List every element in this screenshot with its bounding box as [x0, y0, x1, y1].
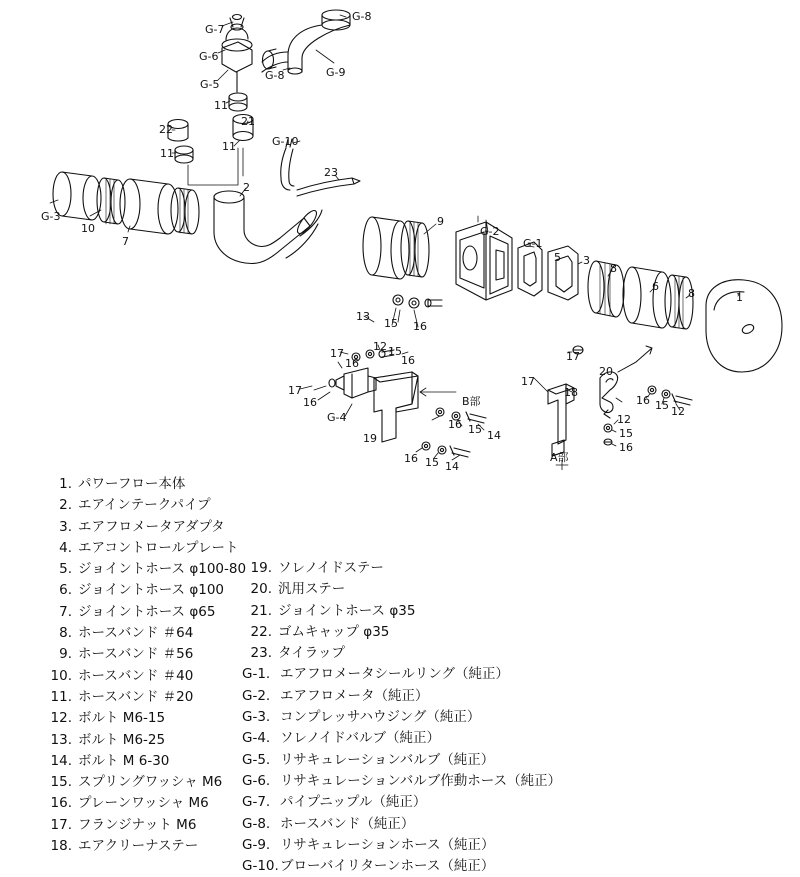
callout-11: 11	[222, 140, 236, 153]
legend-item	[42, 644, 246, 665]
legend-item	[42, 623, 246, 644]
legend-item	[42, 730, 246, 751]
callout-1: 1	[736, 291, 743, 304]
legend-item	[42, 495, 246, 516]
legend-item-number: G-9.	[242, 836, 271, 853]
legend-item	[242, 579, 561, 600]
legend-item-label: ホースバンド ＃40	[78, 667, 194, 684]
legend-item-number: G-1.	[242, 666, 271, 683]
legend-item-label: リサキュレーションバルブ（純正）	[280, 751, 495, 768]
callout-16: 16	[303, 396, 317, 409]
legend-item-number: 14.	[50, 752, 72, 769]
legend-item	[42, 559, 246, 580]
legend-item-number: 11.	[50, 688, 72, 705]
callout-G-6: G-6	[199, 50, 219, 63]
legend-item-label: コンプレッサハウジング（純正）	[280, 709, 481, 726]
legend-item-label: フランジナット M6	[78, 816, 197, 833]
callout-12: 12	[617, 413, 631, 426]
legend-item	[242, 728, 561, 749]
legend-item-number: G-5.	[242, 751, 271, 768]
legend-item-label: ブローバイリターンホース（純正）	[280, 858, 495, 875]
callout-14: 14	[487, 429, 501, 442]
legend-item-number: G-4.	[242, 730, 271, 747]
legend-item	[42, 708, 246, 729]
legend-item-number: 23.	[250, 645, 272, 662]
legend-item-label: プレーンワッシャ M6	[78, 795, 209, 812]
legend-item-label: エアフロメータ（純正）	[280, 687, 429, 704]
callout-18: 18	[564, 386, 578, 399]
callout-G-8: G-8	[265, 69, 285, 82]
legend-item-number: 8.	[59, 625, 72, 642]
legend-item-number: G-8.	[242, 815, 271, 832]
callout-G-5: G-5	[200, 78, 220, 91]
legend-item-label: タイラップ	[278, 645, 345, 662]
legend-item-label: ジョイントホース φ100-80	[78, 561, 247, 578]
callout-16: 16	[636, 394, 650, 407]
legend-item-label: ボルト M 6-30	[78, 752, 170, 769]
legend-item-number: 10.	[50, 667, 72, 684]
callout-A: A部	[550, 451, 569, 464]
legend-item-label: ホースバンド（純正）	[280, 815, 415, 832]
legend-item-number: G-3.	[242, 709, 271, 726]
legend-item-label: エアフロメータシールリング（純正）	[280, 666, 509, 683]
callout-7: 7	[122, 235, 129, 248]
legend-item-number: 5.	[59, 561, 72, 578]
callout-G-8: G-8	[352, 10, 372, 23]
legend-item-label: ソレノイドステー	[278, 560, 384, 576]
callout-G-4: G-4	[327, 411, 347, 424]
callout-G-2: G-2	[480, 225, 500, 238]
legend-item-label: スプリングワッシャ M6	[78, 774, 223, 791]
legend-item	[42, 474, 246, 495]
legend-item-label: パワーフロー本体	[78, 476, 186, 492]
callout-17: 17	[521, 375, 535, 388]
legend-item	[42, 815, 246, 836]
legend-item	[42, 602, 246, 623]
callout-15: 15	[384, 317, 398, 330]
legend-item-label: ジョイントホース φ65	[78, 603, 216, 620]
legend-item-number: G-6.	[242, 772, 271, 789]
legend-item	[42, 793, 246, 814]
callout-14: 14	[445, 460, 459, 473]
legend-item-number: 22.	[250, 623, 272, 640]
callout-G-3: G-3	[41, 210, 61, 223]
legend-item	[42, 517, 246, 538]
callout-17: 17	[330, 347, 344, 360]
callout-G-9: G-9	[326, 66, 346, 79]
callout-22: 22	[159, 123, 173, 136]
callout-16: 16	[413, 320, 427, 333]
legend-item	[242, 558, 561, 579]
legend-item-number: 13.	[50, 731, 72, 748]
callout-16: 16	[619, 441, 633, 454]
legend-item-label: エアフロメータアダプタ	[78, 518, 225, 535]
legend-item-label: エアコントロールプレート	[78, 539, 239, 556]
legend-item	[242, 750, 561, 771]
legend-item	[242, 622, 561, 643]
legend-item-label: エアインテークパイプ	[78, 497, 211, 514]
legend-item-label: ボルト M6-25	[78, 731, 166, 748]
callout-21: 21	[241, 115, 255, 128]
legend-item-label: ジョイントホース φ100	[78, 582, 225, 599]
legend-item-number: 12.	[50, 710, 72, 727]
legend-item-number: 7.	[59, 603, 72, 620]
legend-item	[42, 836, 246, 857]
legend-item-label: 汎用ステー	[278, 581, 346, 598]
legend-item	[42, 580, 246, 601]
legend-right-column	[242, 558, 561, 877]
callout-G-1: G-1	[523, 237, 543, 250]
callout-15: 15	[655, 399, 669, 412]
callout-8: 8	[688, 287, 695, 300]
legend-item-number: 17.	[50, 816, 72, 833]
legend-item-number: 9.	[59, 646, 72, 663]
legend-item	[242, 643, 561, 664]
legend-item-label: ホースバンド ＃56	[78, 646, 194, 663]
legend-item-label: ホースバンド ＃64	[78, 625, 194, 642]
callout-23: 23	[324, 166, 338, 179]
callout-9: 9	[437, 215, 444, 228]
legend-item	[42, 687, 246, 708]
callout-17: 17	[566, 350, 580, 363]
callout-6: 6	[652, 280, 659, 293]
callout-16: 16	[401, 354, 415, 367]
legend-item-label: ゴムキャップ φ35	[278, 623, 390, 640]
callout-11: 11	[214, 99, 228, 112]
legend-item	[242, 601, 561, 622]
callout-17: 17	[288, 384, 302, 397]
callout-15: 15	[619, 427, 633, 440]
legend-item-label: エアクリーナステー	[78, 838, 199, 855]
legend-item	[242, 707, 561, 728]
legend-item	[42, 751, 246, 772]
callout-13: 13	[356, 310, 370, 323]
legend-item-label: ホースバンド ＃20	[78, 688, 194, 705]
legend-item	[42, 772, 246, 793]
legend-item	[42, 666, 246, 687]
legend-item-number: 21.	[250, 602, 272, 619]
callout-12: 12	[373, 340, 387, 353]
callout-16: 16	[448, 418, 462, 431]
callout-15: 15	[425, 456, 439, 469]
legend-item-label: ソレノイドバルブ（純正）	[280, 730, 440, 747]
legend-item	[242, 856, 561, 877]
callout-11: 11	[160, 147, 174, 160]
callout-15: 15	[388, 345, 402, 358]
callout-B: B部	[462, 395, 481, 408]
legend-item	[242, 835, 561, 856]
callout-2: 2	[243, 181, 250, 194]
parts-legend	[0, 466, 800, 875]
legend-item-number: 20.	[250, 581, 272, 598]
callout-G-7: G-7	[205, 23, 225, 36]
callout-19: 19	[363, 432, 377, 445]
legend-item-label: リサキュレーションバルブ作動ホース（純正）	[280, 772, 562, 789]
legend-item	[242, 792, 561, 813]
callout-10: 10	[81, 222, 95, 235]
legend-item-number: G-2.	[242, 687, 271, 704]
legend-item-number: 6.	[59, 582, 72, 599]
callout-12: 12	[671, 405, 685, 418]
legend-item	[242, 664, 561, 685]
legend-item-number: 15.	[50, 774, 72, 791]
legend-item-number: 4.	[59, 539, 72, 556]
callout-20: 20	[599, 365, 613, 378]
legend-item	[242, 771, 561, 792]
callout-8: 8	[610, 262, 617, 275]
legend-item-number: 1.	[59, 476, 72, 492]
legend-item	[42, 538, 246, 559]
callout-G-10: G-10	[272, 135, 299, 148]
callout-5: 5	[554, 251, 561, 264]
legend-item-number: 19.	[250, 560, 272, 576]
legend-item-number: G-10.	[242, 858, 279, 875]
legend-item-label: ボルト M6-15	[78, 710, 166, 727]
legend-item-number: 3.	[59, 518, 72, 535]
legend-item-number: 18.	[50, 838, 72, 855]
legend-item-number: 2.	[59, 497, 72, 514]
callout-15: 15	[468, 423, 482, 436]
callout-16: 16	[404, 452, 418, 465]
legend-item-label: パイプニップル（純正）	[280, 794, 427, 811]
callout-3: 3	[583, 254, 590, 267]
legend-item-label: リサキュレーションホース（純正）	[280, 836, 495, 853]
legend-item	[242, 686, 561, 707]
legend-item-number: 16.	[50, 795, 72, 812]
legend-item-number: G-7.	[242, 794, 271, 811]
callout-16: 16	[345, 357, 359, 370]
legend-item	[242, 814, 561, 835]
legend-item-label: ジョイントホース φ35	[278, 602, 416, 619]
